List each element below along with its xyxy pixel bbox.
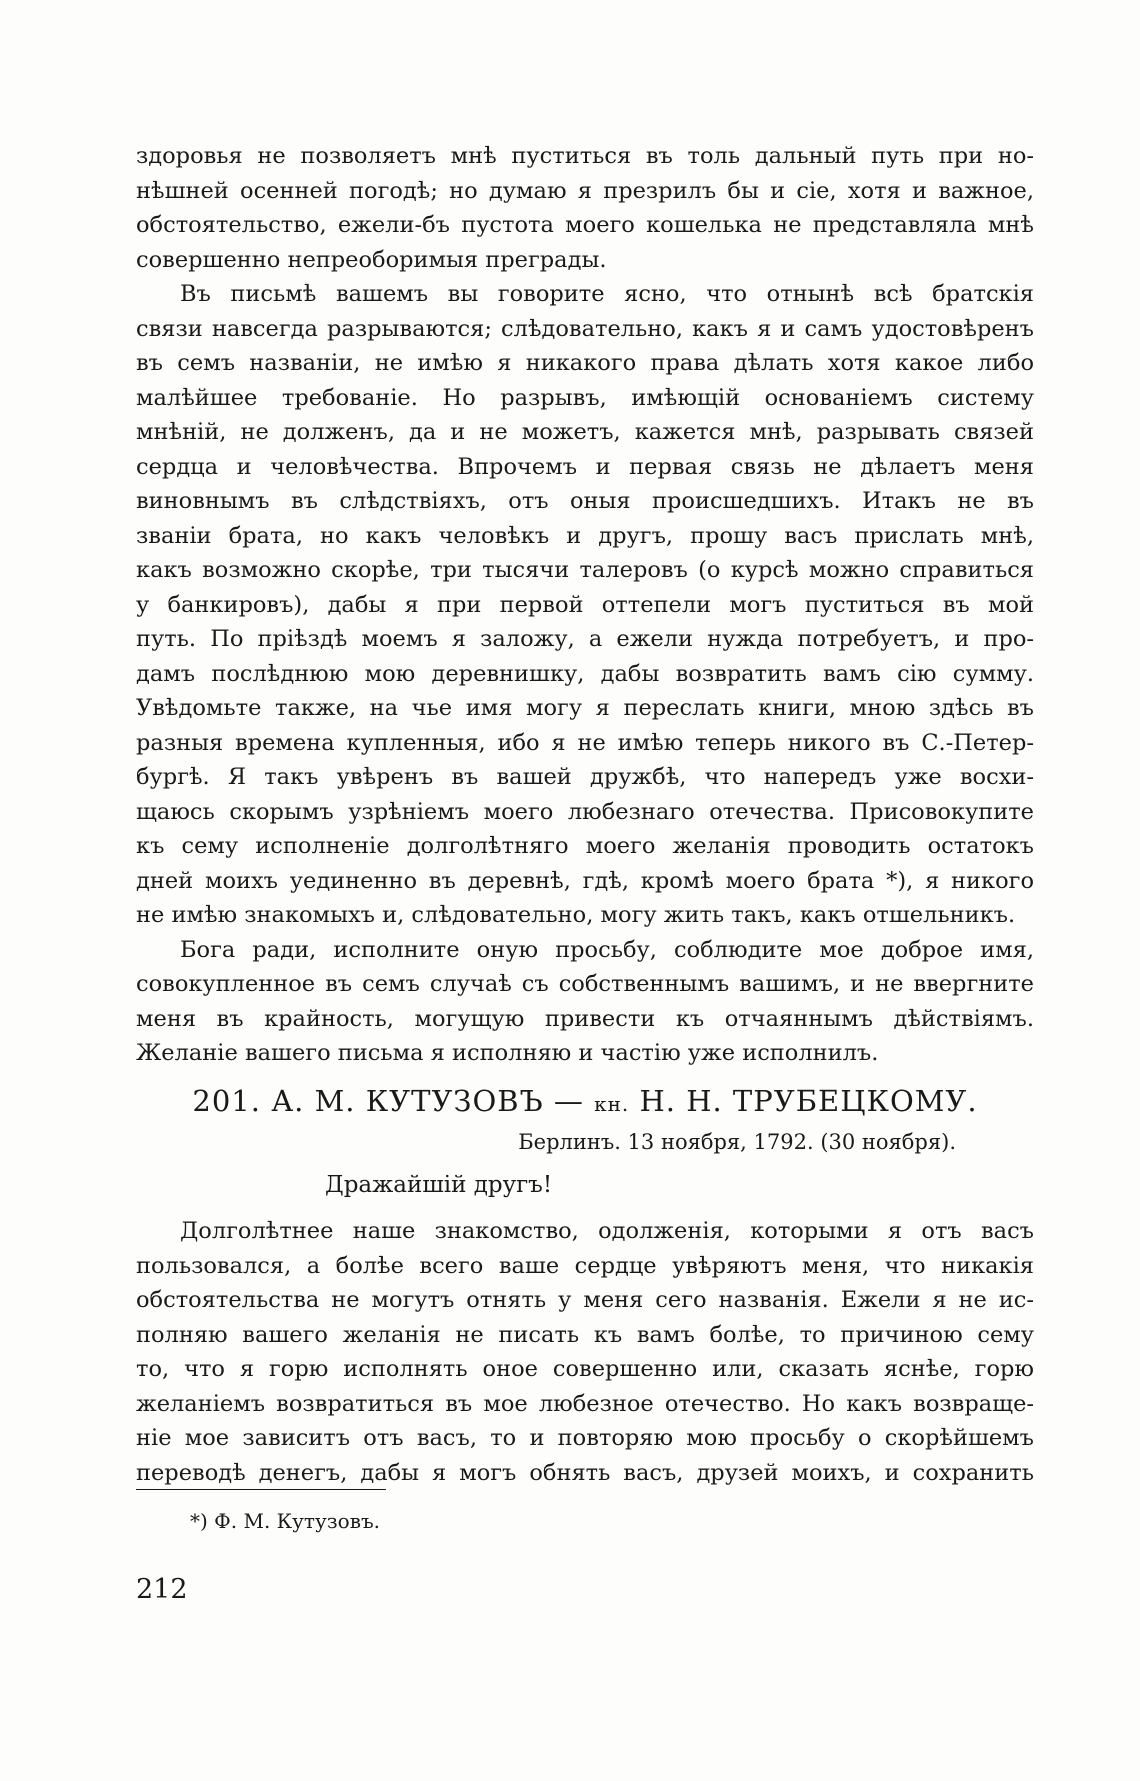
text-line: дамъ послѣднюю мою деревнишку, дабы возвратить вамъ сію сумму. xyxy=(136,660,1034,687)
text-line: разныя времена купленныя, ибо я не имѣю теперь никого въ С.-Петер- xyxy=(136,729,1034,756)
text-line: не имѣю знакомыхъ и, слѣдовательно, могу жить такъ, какъ отшельникъ. xyxy=(136,902,1016,928)
heading-honorific: кн. xyxy=(594,1092,630,1116)
text-line: желаніемъ возвратиться въ мое любезное отечество. Но какъ возвраще- xyxy=(136,1390,1034,1417)
text-line: у банкировъ), дабы я при первой оттепели могъ пуститься въ мой xyxy=(136,591,1034,618)
text-line: Увѣдомьте также, на чье имя могу я переслать книги, мною здѣсь въ xyxy=(136,695,1034,721)
text-line: нѣшней осенней погодѣ; но думаю я презрилъ бы и сіе, хотя и важное, xyxy=(136,177,1034,204)
text-line: къ сему исполненіе долголѣтняго моего желанія проводить остатокъ xyxy=(136,833,1034,859)
letter-heading xyxy=(136,1084,1034,1118)
text-line: переводѣ денегъ, дабы я могъ обнять васъ, друзей моихъ, и сохранить xyxy=(136,1459,1034,1486)
text-line: Бога ради, исполните оную просьбу, соблюдите мое доброе имя, xyxy=(180,936,1034,963)
heading-recipient: Н. Н. ТРУБЕЦКОМУ. xyxy=(639,1084,978,1118)
text-line: виновнымъ въ слѣдствіяхъ, отъ оныя происшедшихъ. Итакъ не въ xyxy=(136,488,1034,514)
text-line: путь. По пріѣздѣ моемъ я заложу, а ежели нужда потребуетъ, и про- xyxy=(136,626,1034,652)
place-date: Берлинъ. 13 ноября, 1792. (30 ноября). xyxy=(518,1130,956,1154)
text-line: дней моихъ уединенно въ деревнѣ, гдѣ, кромѣ моего брата *), я никого xyxy=(136,867,1034,894)
text-line: совершенно непреоборимыя преграды. xyxy=(136,246,607,273)
salutation: Дражайшій другъ! xyxy=(325,1172,553,1198)
letter-201-body xyxy=(136,1214,1034,1490)
text-line: то, что я горю исполнять оное совершенно или, сказать яснѣе, горю xyxy=(136,1356,1034,1382)
text-line: обстоятельства не могутъ отнять у меня сего названія. Ежели я не ис- xyxy=(136,1287,1034,1313)
text-line: щаюсь скорымъ узрѣніемъ моего любезнаго отечества. Присовокупите xyxy=(136,798,1034,825)
text-line: малѣйшее требованіе. Но разрывъ, имѣющій основаніемъ систему xyxy=(136,384,1034,411)
heading-number-sender: 201. А. М. КУТУЗОВЪ — xyxy=(192,1084,584,1118)
text-line: бургѣ. Я такъ увѣренъ въ вашей дружбѣ, что напередъ уже восхи- xyxy=(136,764,1034,790)
text-line: Желаніе вашего письма я исполняю и частію уже исполнилъ. xyxy=(136,1040,879,1066)
text-line: совокупленное въ семъ случаѣ съ собственнымъ вашимъ, и не ввергните xyxy=(136,971,1034,997)
text-line: связи навсегда разрываются; слѣдовательно, какъ я и самъ удостовѣренъ xyxy=(136,315,1034,342)
footnote-divider xyxy=(136,1489,386,1490)
footnote: *) Ф. М. Кутузовъ. xyxy=(190,1509,381,1533)
text-line: полняю вашего желанія не писать къ вамъ болѣе, то причиною сему xyxy=(136,1321,1034,1348)
text-line: сердца и человѣчества. Впрочемъ и первая связь не дѣлаетъ меня xyxy=(136,453,1034,480)
text-line: мнѣній, не долженъ, да и не можетъ, кажется мнѣ, разрывать связей xyxy=(136,419,1034,445)
text-line: въ семъ названіи, не имѣю я никакого права дѣлать хотя какое либо xyxy=(136,350,1034,376)
text-line: ніе мое зависитъ отъ васъ, то и повторяю мою просьбу о скорѣйшемъ xyxy=(136,1425,1034,1451)
text-line: пользовался, а болѣе всего ваше сердце увѣряютъ меня, что никакія xyxy=(136,1252,1034,1279)
letter-200-body xyxy=(136,139,1034,1071)
text-line: обстоятельство, ежели-бъ пустота моего кошелька не представляла мнѣ xyxy=(136,212,1034,238)
text-line: какъ возможно скорѣе, три тысячи талеровъ (о курсѣ можно справиться xyxy=(136,557,1034,583)
text-line: меня въ крайность, могущую привести къ отчаяннымъ дѣйствіямъ. xyxy=(136,1005,1034,1032)
text-line: здоровья не позволяетъ мнѣ пуститься въ толь дальный путь при но- xyxy=(136,143,1034,169)
text-line: званіи брата, но какъ человѣкъ и другъ, прошу васъ прислать мнѣ, xyxy=(136,522,1034,549)
page-number: 212 xyxy=(136,1574,188,1605)
text-line: Въ письмѣ вашемъ вы говорите ясно, что отнынѣ всѣ братскія xyxy=(180,281,1034,307)
text-line: Долголѣтнее наше знакомство, одолженія, которыми я отъ васъ xyxy=(180,1218,1034,1244)
